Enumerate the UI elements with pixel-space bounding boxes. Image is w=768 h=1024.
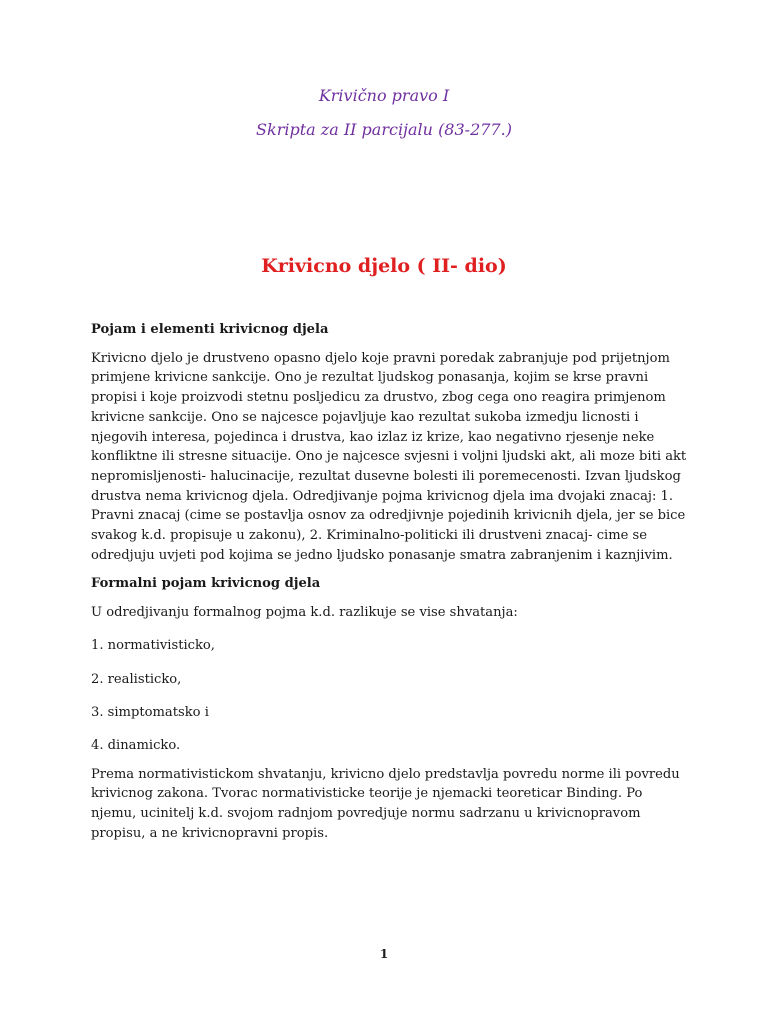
document-body bbox=[91, 320, 691, 852]
page-number: 1 bbox=[379, 947, 389, 961]
paragraph-intro: U odredjivanju formalnog pojma k.d. razlikuje se vise shvatanja: bbox=[91, 605, 518, 621]
paragraph-normativisticko: Prema normativistickom shvatanju, krivicno djelo predstavlja povredu norme ili povredu krivicnog zakona. Tvorac normativisticke teorije je njemacki teoreticar Binding. Po njemu, ucinitelj k.d. svojom radnjom povredjuje normu sadrzanu u krivicnopravom propisu, a ne krivicnopravni propis. bbox=[91, 766, 680, 841]
list-item: 1. normativisticko, bbox=[91, 638, 215, 654]
main-heading: Krivicno djelo ( II- dio) bbox=[261, 255, 507, 277]
document-title bbox=[0, 86, 768, 140]
title-line-course: Krivično pravo I bbox=[318, 86, 450, 105]
paragraph-pojam: Krivicno djelo je drustveno opasno djelo koje pravni poredak zabranjuje pod prijetnjom primjene krivicne sankcije. Ono je rezultat ljudskog ponasanja, kojim se krse pravni propisi i koje proizvodi stetnu posljedicu za drustvo, zbog cega ono reagira primjenom krivicne sankcije. Ono se najcesce pojavljuje kao rezultat sukoba izmedju licnosti i njegovih interesa, pojedinca i drustva, kao izlaz iz krize, kao negativno rjesenje neke konfliktne ili stresne situacije. Ono je najcesce svjesni i voljni ljudski akt, ali moze biti akt nepromisljenosti- halucinacije, rezultat dusevne bolesti ili poremecenosti. Izvan ljudskog drustva nema krivicnog djela. Odredjivanje pojma krivicnog djela ima dvojaki znacaj: 1. Pravni znacaj (cime se postavlja osnov za odredjivnje pojedinih krivicnih djela, jer se bice svakog k.d. propisuje u zakonu), 2. Kriminalno-politicki ili drustveni znacaj- cime se odredjuju uvjeti pod kojima se jedno ljudsko ponasanje smatra zabranjenim i kaznjivim. bbox=[91, 350, 687, 563]
list-item: 4. dinamicko. bbox=[91, 737, 181, 753]
list-item: 2. realisticko, bbox=[91, 671, 182, 687]
title-line-script: Skripta za II parcijalu (83-277.) bbox=[256, 120, 512, 139]
section-heading-pojam: Pojam i elementi krivicnog djela bbox=[91, 322, 329, 337]
list-item: 3. simptomatsko i bbox=[91, 704, 209, 720]
section-heading-formalni: Formalni pojam krivicnog djela bbox=[91, 576, 321, 592]
